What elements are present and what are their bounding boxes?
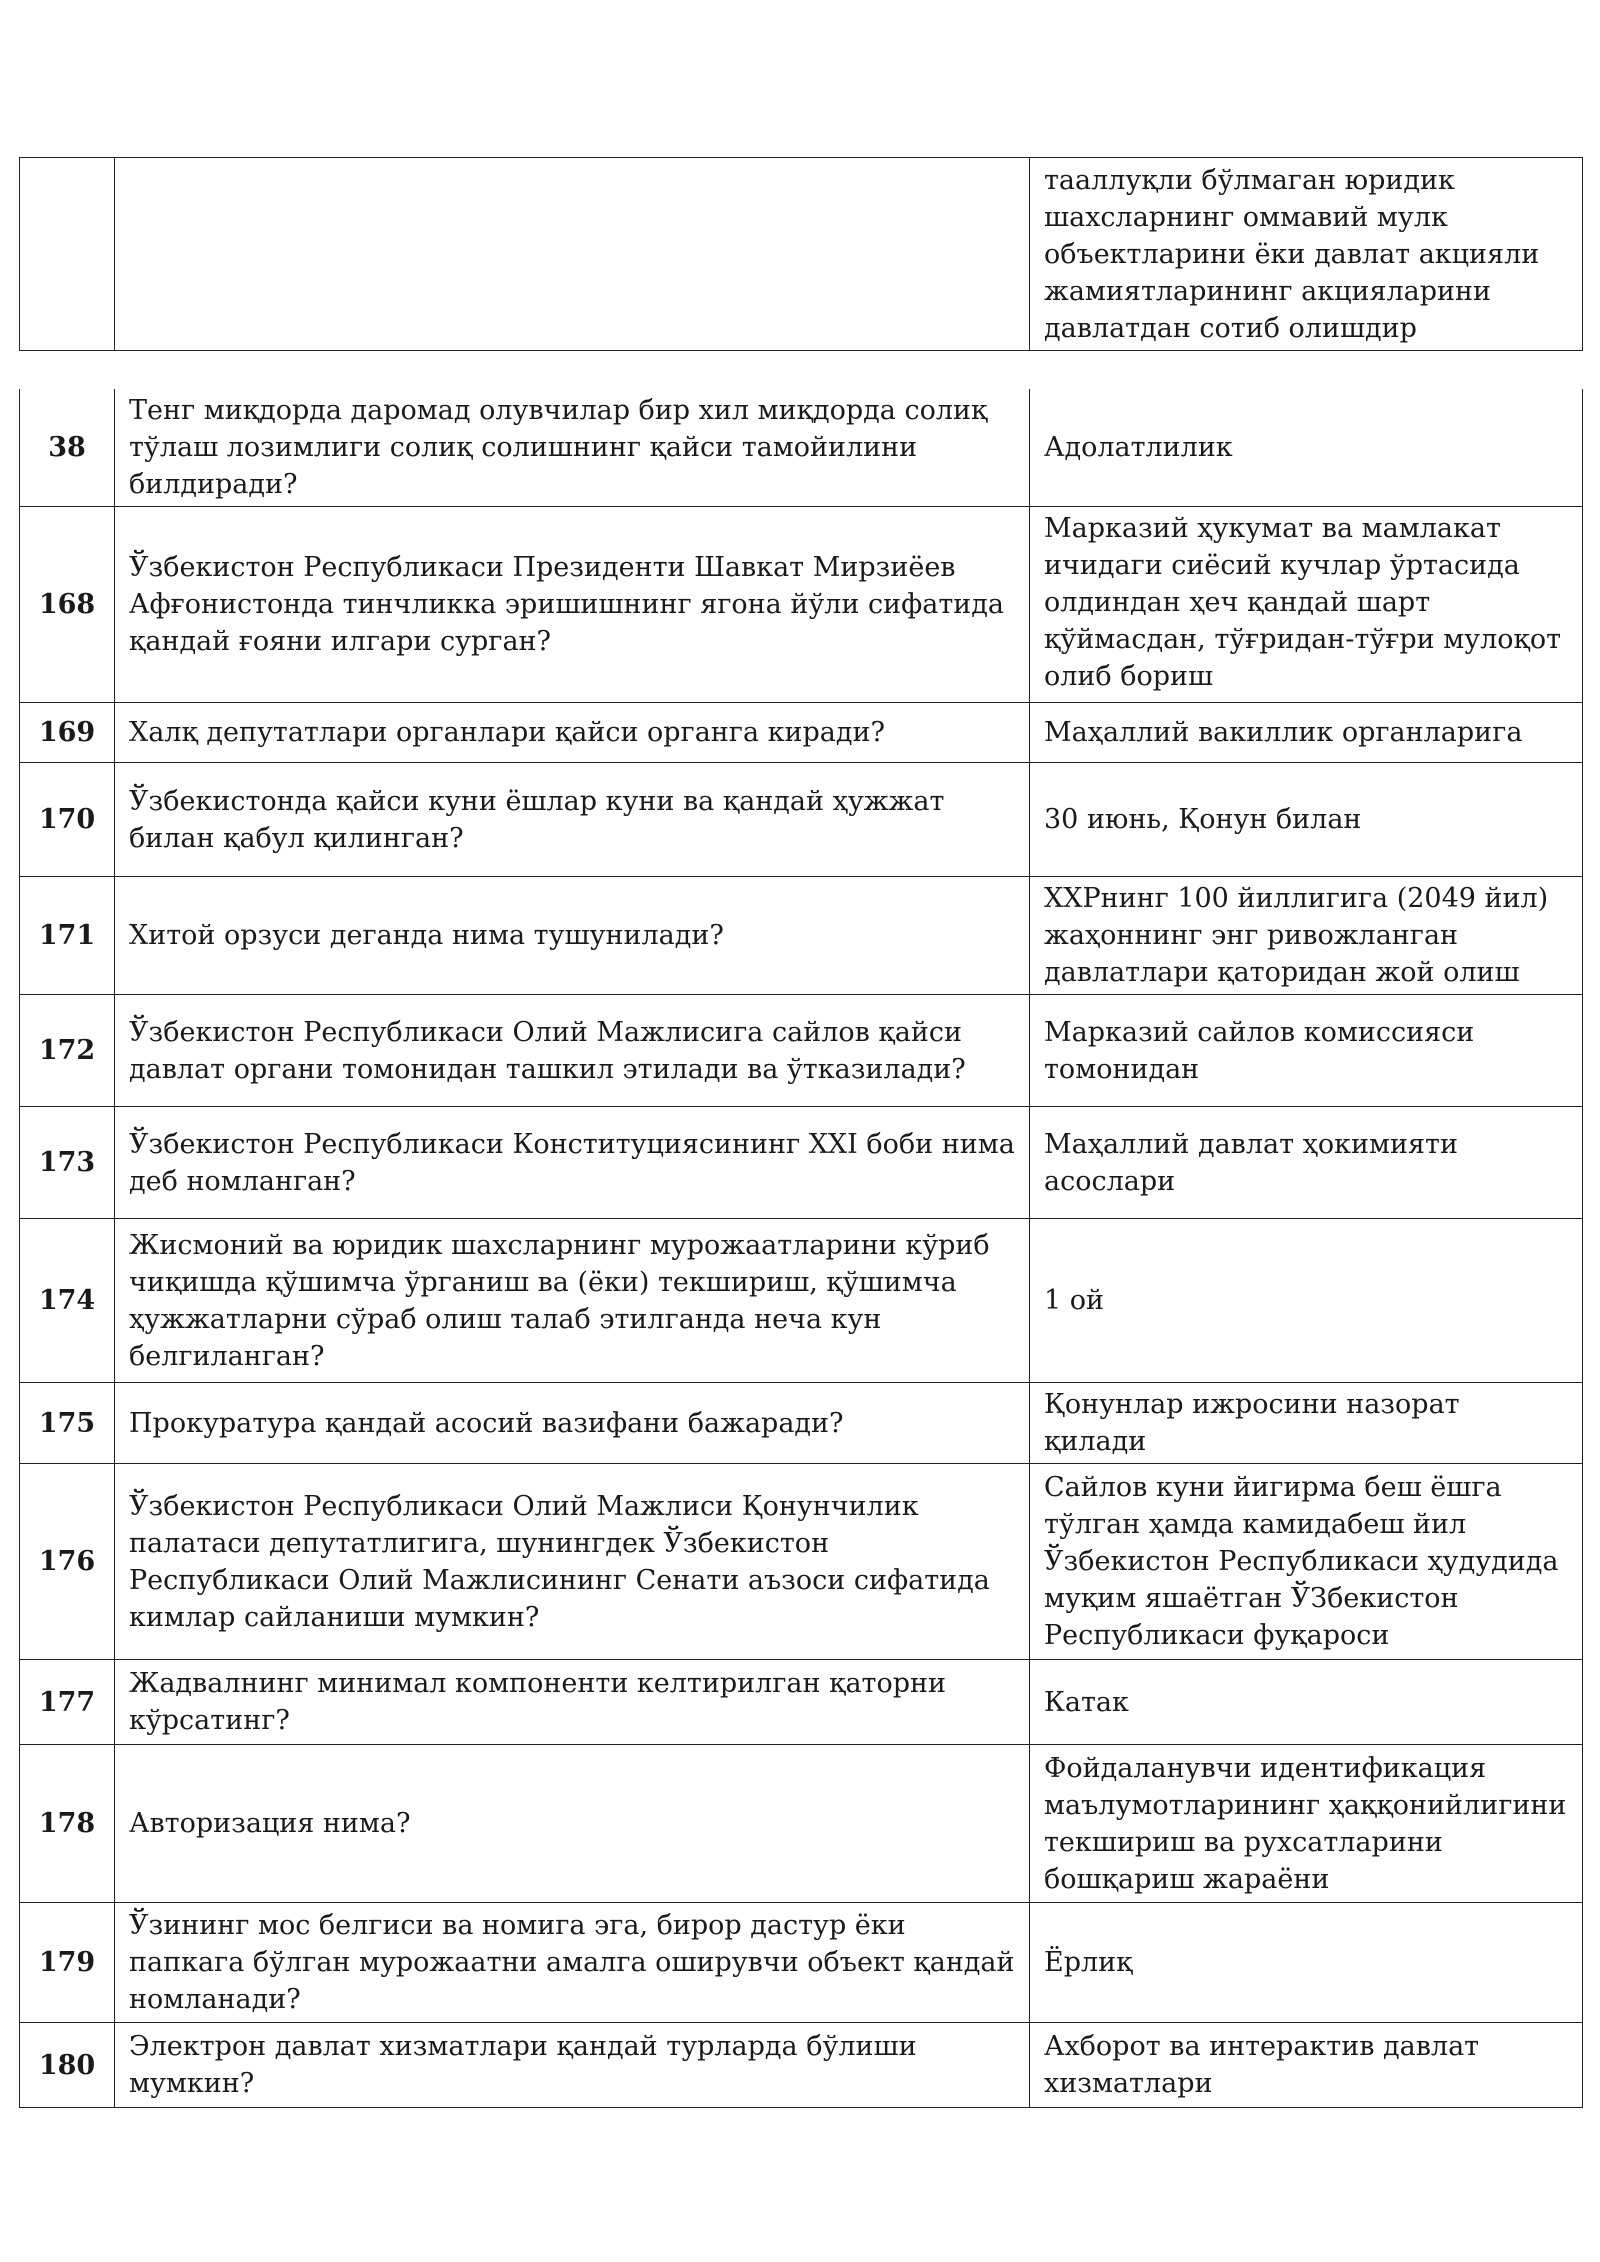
question-cell: Ўзбекистон Республикаси Президенти Шавкат Мирзиёев Афғонистонда тинчликка эришишнинг ягона йўли сифатида қандай ғояни илгари сурган?	[115, 507, 1030, 703]
question-cell: Ўзбекистон Республикаси Олий Мажлиси Қонунчилик палатаси депутатлигига, шунингдек Ўзбекистон Республикаси Олий Мажлисининг Сенати аъзоси сифатида кимлар сайланиши мумкин?	[115, 1464, 1030, 1660]
table-row	[20, 877, 1583, 995]
question-cell: Хитой орзуси деганда нима тушунилади?	[115, 877, 1030, 995]
question-cell: Авторизация нима?	[115, 1745, 1030, 1903]
row-number: 176	[20, 1464, 115, 1660]
answer-cell: Сайлов куни йигирма беш ёшга тўлган ҳамда камидабеш йил Ўзбекистон Республикаси ҳудудида муқим яшаётган ЎЗбекистон Республикаси фуқароси	[1030, 1464, 1583, 1660]
row-number: 173	[20, 1107, 115, 1219]
answer-cell: Ёрлиқ	[1030, 1903, 1583, 2023]
table-row	[20, 1107, 1583, 1219]
question-cell: Электрон давлат хизматлари қандай турларда бўлиши мумкин?	[115, 2023, 1030, 2108]
qa-table-continued	[19, 157, 1583, 351]
answer-cell: Адолатлилик	[1030, 389, 1583, 507]
table-row	[20, 1383, 1583, 1464]
question-cell: Прокуратура қандай асосий вазифани бажаради?	[115, 1383, 1030, 1464]
row-number: 168	[20, 507, 115, 703]
question-cell: Жисмоний ва юридик шахсларнинг мурожаатларини кўриб чиқишда қўшимча ўрганиш ва (ёки) текшириш, қўшимча ҳужжатларни сўраб олиш талаб этилганда неча кун белгиланган?	[115, 1219, 1030, 1383]
table-row	[20, 763, 1583, 877]
table-row	[20, 1660, 1583, 1745]
row-number: 174	[20, 1219, 115, 1383]
question-cell: Ўзбекистонда қайси куни ёшлар куни ва қандай ҳужжат билан қабул қилинган?	[115, 763, 1030, 877]
question-cell: Тенг миқдорда даромад олувчилар бир хил миқдорда солиқ тўлаш лозимлиги солиқ солишнинг қайси тамойилини билдиради?	[115, 389, 1030, 507]
answer-cell: Марказий сайлов комиссияси томонидан	[1030, 995, 1583, 1107]
table-row	[20, 1745, 1583, 1903]
table-row	[20, 1903, 1583, 2023]
answer-cell: Маҳаллий давлат ҳокимияти асослари	[1030, 1107, 1583, 1219]
question-cell: Халқ депутатлари органлари қайси органга киради?	[115, 703, 1030, 763]
row-number: 175	[20, 1383, 115, 1464]
answer-cell: тааллуқли бўлмаган юридик шахсларнинг оммавий мулк объектларини ёки давлат акцияли жамиятларининг акцияларини давлатдан сотиб олишдир	[1030, 158, 1583, 351]
question-cell	[115, 158, 1030, 351]
table-row	[20, 389, 1583, 507]
answer-cell: Катак	[1030, 1660, 1583, 1745]
table-row	[20, 995, 1583, 1107]
answer-cell: Марказий ҳукумат ва мамлакат ичидаги сиёсий кучлар ўртасида олдиндан ҳеч қандай шарт қўймасдан, тўғридан-тўғри мулоқот олиб бориш	[1030, 507, 1583, 703]
answer-cell: 30 июнь, Қонун билан	[1030, 763, 1583, 877]
row-number	[20, 158, 115, 351]
question-cell: Ўзбекистон Республикаси Конституциясининг XXI боби нима деб номланган?	[115, 1107, 1030, 1219]
row-number: 180	[20, 2023, 115, 2108]
answer-cell: Фойдаланувчи идентификация маълумотларининг ҳаққонийлигини текшириш ва рухсатларини бошқариш жараёни	[1030, 1745, 1583, 1903]
question-cell: Ўзбекистон Республикаси Олий Мажлисига сайлов қайси давлат органи томонидан ташкил этилади ва ўтказилади?	[115, 995, 1030, 1107]
table-row	[20, 1219, 1583, 1383]
table-row	[20, 158, 1583, 351]
answer-cell: ХХРнинг 100 йиллигига (2049 йил) жаҳоннинг энг ривожланган давлатлари қаторидан жой олиш	[1030, 877, 1583, 995]
table-row	[20, 2023, 1583, 2108]
answer-cell: Ахборот ва интерактив давлат хизматлари	[1030, 2023, 1583, 2108]
answer-cell: Қонунлар ижросини назорат қилади	[1030, 1383, 1583, 1464]
row-number: 169	[20, 703, 115, 763]
question-cell: Ўзининг мос белгиси ва номига эга, бирор дастур ёки папкага бўлган мурожаатни амалга оширувчи объект қандай номланади?	[115, 1903, 1030, 2023]
row-number: 38	[20, 389, 115, 507]
table-row	[20, 703, 1583, 763]
question-cell: Жадвалнинг минимал компоненти келтирилган қаторни кўрсатинг?	[115, 1660, 1030, 1745]
answer-cell: 1 ой	[1030, 1219, 1583, 1383]
qa-table	[19, 389, 1583, 2108]
row-number: 172	[20, 995, 115, 1107]
row-number: 178	[20, 1745, 115, 1903]
row-number: 170	[20, 763, 115, 877]
row-number: 179	[20, 1903, 115, 2023]
table-row	[20, 507, 1583, 703]
table-row	[20, 1464, 1583, 1660]
row-number: 177	[20, 1660, 115, 1745]
answer-cell: Маҳаллий вакиллик органларига	[1030, 703, 1583, 763]
row-number: 171	[20, 877, 115, 995]
